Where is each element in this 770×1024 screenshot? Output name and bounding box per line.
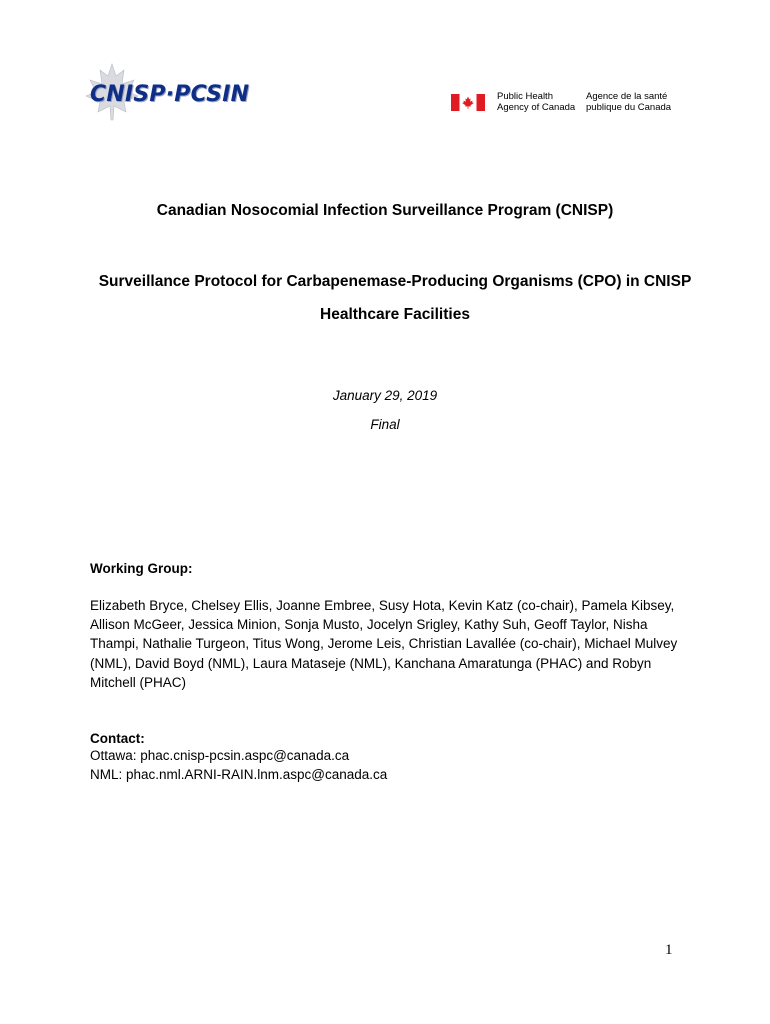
phac-fr-line2: publique du Canada bbox=[586, 101, 672, 113]
cnisp-logo bbox=[82, 62, 274, 122]
phac-french-name bbox=[586, 92, 682, 113]
document-date: January 29, 2019 bbox=[332, 388, 438, 403]
phac-english-name bbox=[497, 92, 583, 113]
cnisp-logo-text: CNISP·PCSIN bbox=[90, 82, 250, 107]
contact-heading: Contact: bbox=[90, 731, 145, 746]
contact-nml-email: NML: phac.nml.ARNI-RAIN.lnm.aspc@canada.ca bbox=[90, 767, 388, 782]
phac-signature bbox=[451, 92, 681, 114]
document-status: Final bbox=[370, 417, 400, 432]
working-group-heading: Working Group: bbox=[90, 561, 193, 576]
phac-en-line2: Agency of Canada bbox=[497, 101, 576, 113]
working-group-members: Elizabeth Bryce, Chelsey Ellis, Joanne Embree, Susy Hota, Kevin Katz (co-chair), Pamela Kibsey, Allison McGeer, Jessica Minion, Sonja Musto, Jocelyn Srigley, Kathy Suh, Geoff Taylor, Nisha Thampi, Nathalie Turgeon, Titus Wong, Jerome Leis, Christian Lavallée (co-chair), Michael Mulvey (NML), David Boyd (NML), Laura Mataseje (NML), Kanchana Amaratunga (PHAC) and Robyn Mitchell (PHAC) bbox=[90, 598, 678, 690]
canada-flag-icon bbox=[451, 94, 485, 111]
page-number: 1 bbox=[665, 942, 673, 958]
program-title: Canadian Nosocomial Infection Surveillance Program (CNISP) bbox=[156, 202, 614, 219]
phac-fr-line1: Agence de la santé bbox=[586, 91, 668, 102]
contact-ottawa-email: Ottawa: phac.cnisp-pcsin.aspc@canada.ca bbox=[90, 748, 350, 763]
protocol-title: Surveillance Protocol for Carbapenemase-Producing Organisms (CPO) in CNISP Healthcare Facilities bbox=[98, 273, 692, 323]
phac-en-line1: Public Health bbox=[497, 91, 553, 102]
